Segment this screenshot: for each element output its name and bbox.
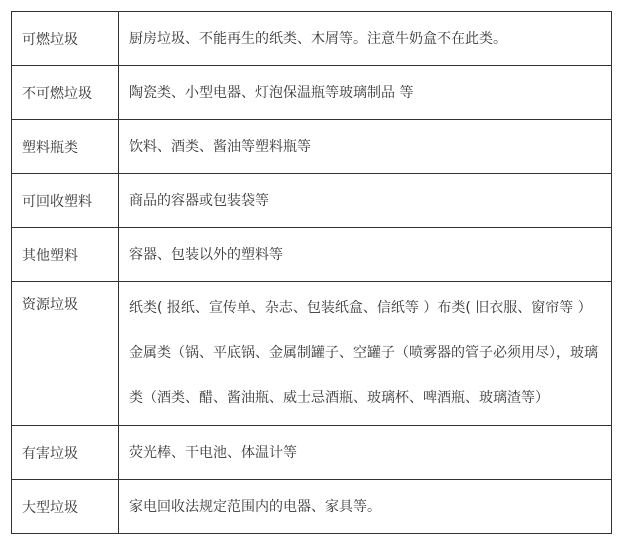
table-row [12, 228, 612, 282]
description-cell: 厨房垃圾、不能再生的纸类、木屑等。注意牛奶盒不在此类。 [119, 12, 612, 66]
description-cell: 容器、包装以外的塑料等 [119, 228, 612, 282]
garbage-classification-table [11, 11, 612, 534]
description-cell: 陶瓷类、小型电器、灯泡保温瓶等玻璃制品 等 [119, 66, 612, 120]
category-cell: 塑料瓶类 [12, 120, 119, 174]
description-cell: 荧光棒、干电池、体温计等 [119, 426, 612, 480]
table-row [12, 426, 612, 480]
table-row [12, 480, 612, 534]
description-cell: 饮料、酒类、酱油等塑料瓶等 [119, 120, 612, 174]
description-cell: 纸类( 报纸、宣传单、杂志、包装纸盒、信纸等 ）布类( 旧衣服、窗帘等 ）金属类（锅、平底锅、金属制罐子、空罐子（喷雾器的管子必须用尽），玻璃类（酒类、醋、酱油瓶、威士忌酒瓶、玻璃杯、啤酒瓶、玻璃渣等） [119, 282, 612, 426]
table-row [12, 12, 612, 66]
category-cell: 有害垃圾 [12, 426, 119, 480]
category-cell: 资源垃圾 [12, 282, 119, 426]
table-row [12, 282, 612, 426]
category-cell: 不可燃垃圾 [12, 66, 119, 120]
description-cell: 家电回收法规定范围内的电器、家具等。 [119, 480, 612, 534]
table-row [12, 174, 612, 228]
category-cell: 可回收塑料 [12, 174, 119, 228]
table-row [12, 120, 612, 174]
description-cell: 商品的容器或包装袋等 [119, 174, 612, 228]
table-row [12, 66, 612, 120]
category-cell: 大型垃圾 [12, 480, 119, 534]
category-cell: 其他塑料 [12, 228, 119, 282]
category-cell: 可燃垃圾 [12, 12, 119, 66]
